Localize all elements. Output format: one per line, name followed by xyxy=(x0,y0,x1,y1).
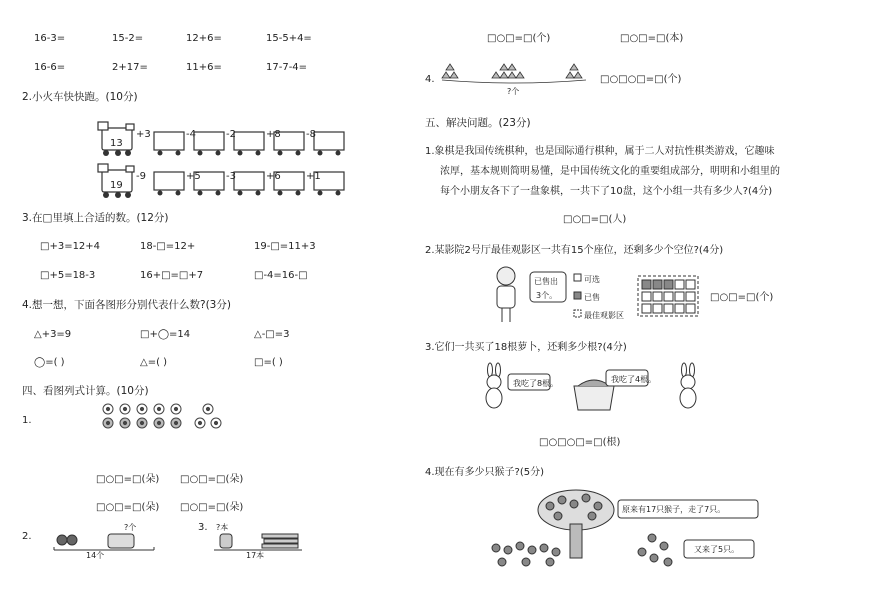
flower-icon xyxy=(154,404,164,414)
monkey-icon xyxy=(546,558,554,566)
train-1 xyxy=(96,120,346,160)
rabbit-icon xyxy=(680,363,696,408)
problem-text: 3.它们一共买了18根萝卜，还剩多少根?(4分) xyxy=(425,342,627,353)
seat-grid xyxy=(638,276,698,316)
calc-item: 15-2= xyxy=(112,33,144,44)
monkey-icon xyxy=(570,500,578,508)
problem-text: 2.某影院2号厅最佳观影区一共有15个座位，还剩多少个空位?(4分) xyxy=(425,245,724,256)
apple-icon xyxy=(67,535,77,545)
item-number: 1. xyxy=(22,415,32,426)
equation-blank: □○□=□(朵) xyxy=(96,474,160,485)
section-4-title: 四、看图列式计算。(10分) xyxy=(22,385,149,397)
calc-item: 11+6= xyxy=(186,62,222,73)
triangle-icon xyxy=(500,72,508,78)
train-op: +3 xyxy=(136,129,151,140)
monkey-icon xyxy=(594,502,602,510)
triangle-icon xyxy=(566,72,574,78)
train-op: +5 xyxy=(186,171,201,182)
monkey-icon xyxy=(552,548,560,556)
item-number: 4. xyxy=(425,74,435,85)
fill-item: □-4=16-□ xyxy=(254,270,308,281)
legend-best-area-swatch xyxy=(574,310,581,317)
calc-item: 17-7-4= xyxy=(266,62,308,73)
triangle-icon xyxy=(574,72,582,78)
shape-equation: △+3=9 xyxy=(34,329,72,340)
triangle-icon xyxy=(492,72,500,78)
total-label: 14个 xyxy=(86,551,105,560)
total-label: 17本 xyxy=(246,551,265,560)
triangle-icon xyxy=(442,72,450,78)
triangle-icon xyxy=(500,64,508,70)
shape-equation: △-□=3 xyxy=(254,329,290,340)
legend-label: 最佳观影区 xyxy=(584,311,624,320)
book-stack-icon xyxy=(262,534,298,538)
fill-item: 18-□=12+ xyxy=(140,241,196,252)
equation-blank: □○□=□(本) xyxy=(620,33,684,44)
shape-equation: □+◯=14 xyxy=(140,329,191,340)
legend-label: 可选 xyxy=(584,275,600,284)
flowers-picture xyxy=(100,402,230,432)
triangle-icon xyxy=(450,72,458,78)
flower-icon xyxy=(103,418,113,428)
problem-text: 4.现在有多少只猴子?(5分) xyxy=(425,467,545,478)
train-op: -2 xyxy=(226,129,236,140)
monkey-icon xyxy=(522,558,530,566)
train-op: +1 xyxy=(306,171,321,182)
shape-answer: △=( ) xyxy=(140,357,168,368)
q2-title: 2.小火车快快跑。(10分) xyxy=(22,91,138,103)
monkey-icon xyxy=(648,534,656,542)
calc-item: 16-6= xyxy=(34,62,66,73)
monkey-icon xyxy=(498,558,506,566)
flower-icon xyxy=(171,404,181,414)
unknown-quantity-label: ?本 xyxy=(216,523,229,532)
equation-blank: □○□=□(个) xyxy=(710,292,774,303)
item-number: 2. xyxy=(22,531,32,542)
monkeys-tree-picture xyxy=(488,486,768,572)
rabbits-carrots-picture xyxy=(478,364,706,418)
section-5-title: 五、解决问题。(23分) xyxy=(425,117,531,129)
calc-item: 16-3= xyxy=(34,33,66,44)
fill-item: □+3=12+4 xyxy=(40,241,101,252)
train-op: +6 xyxy=(266,171,281,182)
calc-item: 2+17= xyxy=(112,62,148,73)
problem-text: 浓厚，基本规则简明易懂，是中国传统文化的重要组成部分，明明和小组里的 xyxy=(440,166,780,177)
flower-icon xyxy=(137,404,147,414)
wagon-box xyxy=(194,132,224,156)
equation-blank: □○□=□(人) xyxy=(563,214,627,225)
bubble-text: 已售出 xyxy=(534,277,558,286)
bubble-text: 又来了5只。 xyxy=(694,545,740,554)
equation-blank: □○□○□=□(根) xyxy=(539,437,621,448)
fill-item: 19-□=11+3 xyxy=(254,241,316,252)
flower-icon xyxy=(203,404,213,414)
monkey-icon xyxy=(504,546,512,554)
monkey-icon xyxy=(492,544,500,552)
triangle-icon xyxy=(508,64,516,70)
monkey-icon xyxy=(546,502,554,510)
monkey-icon xyxy=(528,546,536,554)
flower-icon xyxy=(211,418,221,428)
rabbit-icon xyxy=(486,363,502,408)
bubble-text: 3个。 xyxy=(536,291,558,300)
train-start-number: 13 xyxy=(110,138,123,149)
unknown-quantity-label: ?个 xyxy=(507,87,520,96)
apple-icon xyxy=(57,535,67,545)
calc-item: 15-5+4= xyxy=(266,33,312,44)
shape-answer: □=( ) xyxy=(254,357,283,368)
flower-icon xyxy=(120,418,130,428)
wagon-box xyxy=(234,132,264,156)
equation-blank: □○□=□(朵) xyxy=(180,474,244,485)
train-op: -3 xyxy=(226,171,236,182)
boy-icon xyxy=(497,267,515,322)
bubble-text: 原来有17只猴子，走了7只。 xyxy=(622,505,726,514)
backpack-icon xyxy=(220,534,232,548)
triangle-icon xyxy=(446,64,454,70)
monkey-icon xyxy=(558,496,566,504)
basket-icon xyxy=(108,534,134,548)
monkey-icon xyxy=(540,544,548,552)
wagon-box xyxy=(314,132,344,156)
fill-item: 16+□=□+7 xyxy=(140,270,204,281)
monkey-icon xyxy=(588,512,596,520)
triangle-icon xyxy=(570,64,578,70)
problem-text: 1.象棋是我国传统棋种，也是国际通行棋种，属于二人对抗性棋类游戏，它趣味 xyxy=(425,146,775,157)
equation-blank: □○□=□(个) xyxy=(487,33,551,44)
train-op: -8 xyxy=(306,129,316,140)
flower-icon xyxy=(103,404,113,414)
flower-icon xyxy=(120,404,130,414)
monkey-icon xyxy=(664,558,672,566)
monkey-icon xyxy=(638,548,646,556)
train-2 xyxy=(96,162,346,202)
flower-icon xyxy=(171,418,181,428)
shape-answer: ◯=( ) xyxy=(34,357,65,368)
fill-item: □+5=18-3 xyxy=(40,270,96,281)
triangle-icon xyxy=(516,72,524,78)
q3-title: 3.在□里填上合适的数。(12分) xyxy=(22,212,169,224)
monkey-icon xyxy=(554,512,562,520)
monkey-icon xyxy=(516,542,524,550)
train-op: +8 xyxy=(266,129,281,140)
problem-text: 每个小朋友各下了一盘象棋，一共下了10盘，这个小组一共有多少人?(4分) xyxy=(440,186,773,197)
monkey-icon xyxy=(650,554,658,562)
bubble-text: 我吃了4根。 xyxy=(611,375,657,384)
apples-basket-picture xyxy=(50,522,160,556)
legend-label: 已售 xyxy=(584,293,600,302)
q4-title: 4.想一想，下面各图形分别代表什么数?(3分) xyxy=(22,299,231,311)
flower-icon xyxy=(154,418,164,428)
flower-icon xyxy=(137,418,147,428)
unknown-quantity-label: ?个 xyxy=(124,523,137,532)
monkey-icon xyxy=(660,542,668,550)
calc-item: 12+6= xyxy=(186,33,222,44)
equation-blank: □○□○□=□(个) xyxy=(600,74,682,85)
wagon-box xyxy=(234,172,264,196)
triangle-icon xyxy=(508,72,516,78)
item-number: 3. xyxy=(198,522,208,533)
flower-icon xyxy=(195,418,205,428)
train-op: -9 xyxy=(136,171,146,182)
equation-blank: □○□=□(朵) xyxy=(96,502,160,513)
wagon-box xyxy=(154,172,184,196)
monkey-icon xyxy=(582,494,590,502)
wagon-box xyxy=(154,132,184,156)
legend-available-swatch xyxy=(574,274,581,281)
legend-sold-swatch xyxy=(574,292,581,299)
train-start-number: 19 xyxy=(110,180,123,191)
train-op: -4 xyxy=(186,129,196,140)
bubble-text: 我吃了8根。 xyxy=(513,379,559,388)
equation-blank: □○□=□(朵) xyxy=(180,502,244,513)
